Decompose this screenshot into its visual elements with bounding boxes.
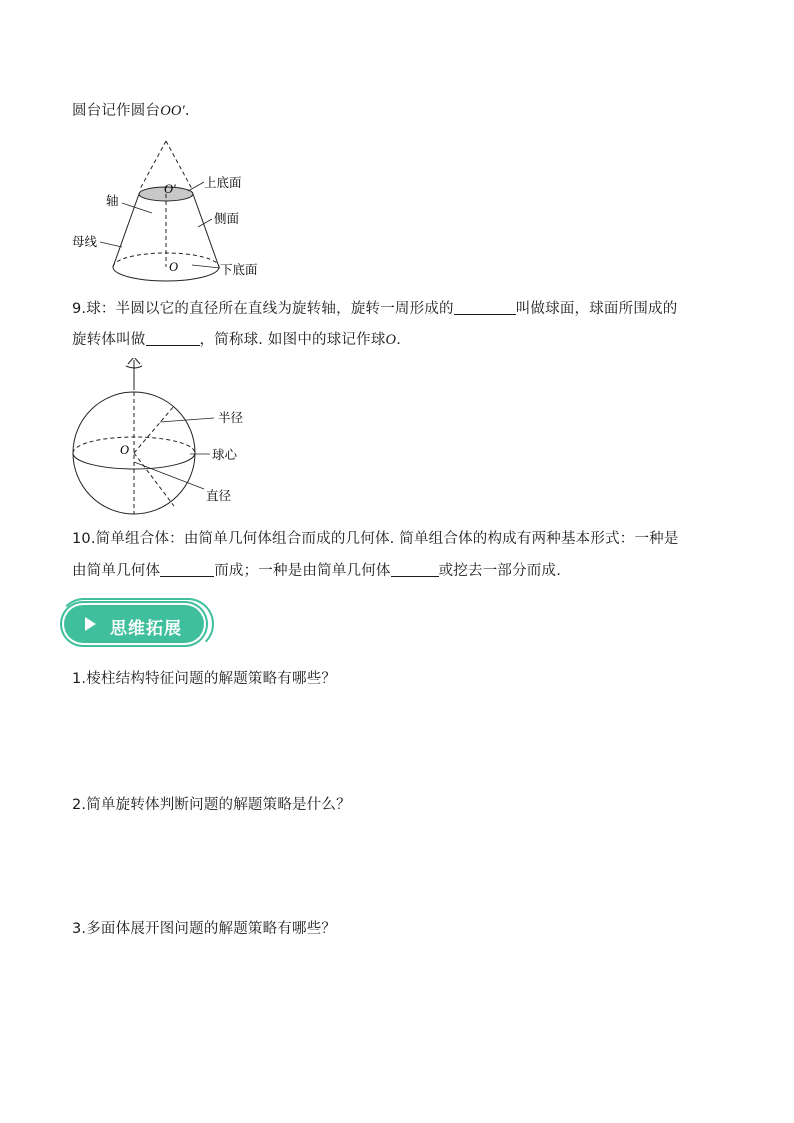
- blank-9a: [454, 300, 516, 315]
- frustum-side-right: [193, 194, 219, 267]
- item9-line2-a: 旋转体叫做: [72, 332, 146, 348]
- label-axis: 轴: [106, 193, 119, 208]
- question-3: 3.多面体展开图问题的解题策略有哪些？: [72, 921, 337, 937]
- item9-line2: [72, 330, 401, 350]
- label-radius: 半径: [218, 410, 244, 425]
- leader-radius: [160, 418, 214, 422]
- frustum-figure: [70, 135, 280, 285]
- item10-line2-a: 由简单几何体: [72, 563, 161, 579]
- leader-side-face: [198, 219, 212, 227]
- item9-line1-b: 叫做球面，球面所围成的: [515, 301, 678, 317]
- item9-sphere-symbol: O: [385, 332, 397, 348]
- item10-line1: 10.简单组合体：由简单几何体组合而成的几何体. 简单组合体的构成有两种基本形式：一种是: [72, 531, 679, 547]
- question-1: 1.棱柱结构特征问题的解题策略有哪些？: [72, 671, 337, 687]
- cone-extension-left: [140, 141, 166, 189]
- leader-bottom-face: [192, 265, 220, 268]
- item10-line2-c: 或挖去一部分而成.: [438, 563, 562, 579]
- item10-line2: [72, 561, 561, 581]
- label-top-point: O′: [164, 182, 176, 196]
- item9-line1: [72, 299, 677, 319]
- item10-line2-b: 而成；一种是由简单几何体: [214, 563, 391, 579]
- sphere-radius: [134, 406, 174, 453]
- label-center-point: O: [120, 443, 130, 457]
- label-side-face: 侧面: [214, 211, 240, 226]
- blank-10a: [160, 562, 214, 577]
- sphere-figure: [70, 358, 260, 518]
- bottom-face-front: [113, 267, 219, 281]
- label-bottom-point: O: [169, 260, 179, 274]
- blank-10b: [391, 562, 439, 577]
- blank-9b: [146, 331, 200, 346]
- leader-generatrix: [100, 242, 122, 247]
- label-center: 球心: [212, 447, 238, 462]
- label-diameter: 直径: [206, 488, 232, 503]
- frustum-note-end: .: [184, 103, 190, 119]
- label-bottom-face: 下底面: [220, 262, 258, 277]
- section-title: 思维拓展: [110, 619, 182, 639]
- item9-line1-a: 9.球：半圆以它的直径所在直线为旋转轴，旋转一周形成的: [72, 301, 454, 317]
- frustum-note-symbol: OO′: [160, 103, 185, 119]
- label-top-face: 上底面: [204, 175, 242, 190]
- label-generatrix: 母线: [72, 234, 98, 249]
- sphere-diameter-lower: [134, 453, 174, 506]
- leader-axis: [122, 203, 152, 213]
- item9-line2-end: .: [396, 332, 402, 348]
- frustum-note-text: 圆台记作圆台: [72, 103, 161, 119]
- frustum-note: [72, 101, 190, 121]
- question-2: 2.简单旋转体判断问题的解题策略是什么？: [72, 797, 351, 813]
- item9-line2-b: ，简称球. 如图中的球记作球: [199, 332, 386, 348]
- play-icon: [82, 616, 98, 632]
